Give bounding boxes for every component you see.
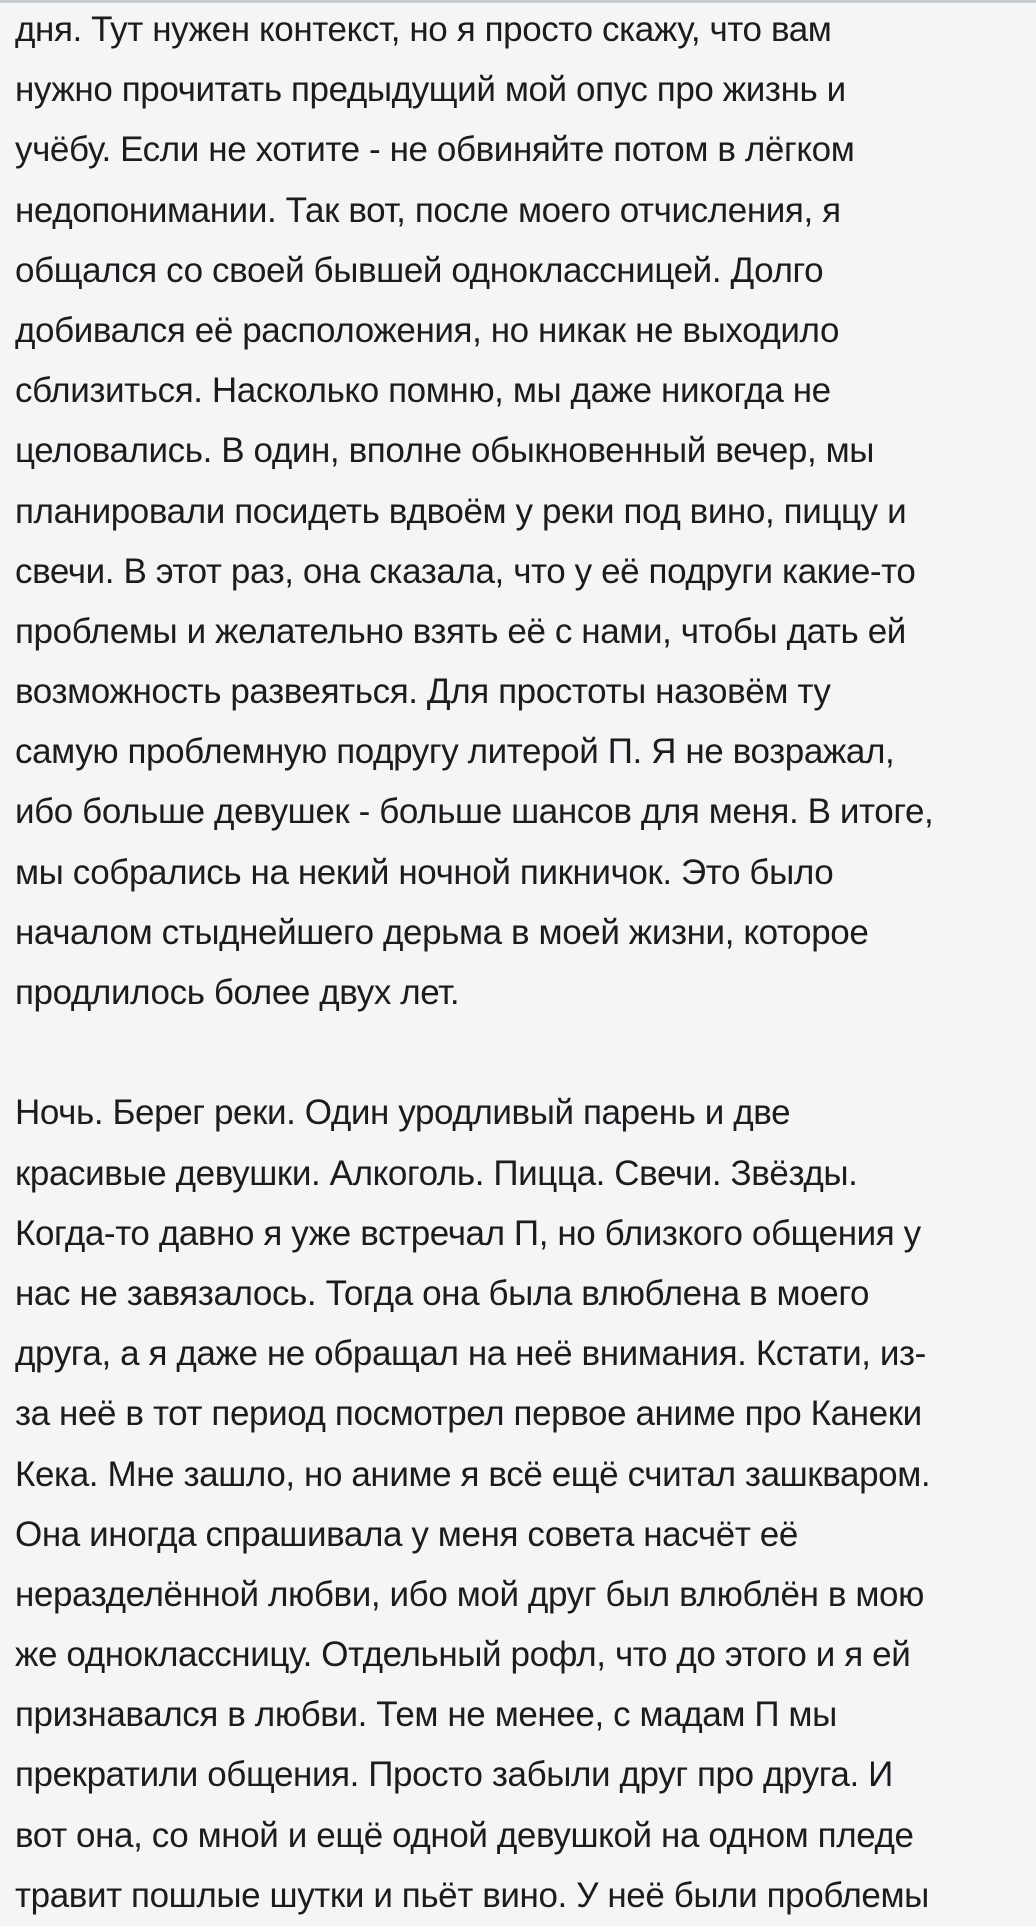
text-line: целовались. В один, вполне обыкновенный вечер, мы bbox=[15, 431, 875, 471]
text-line: учёбу. Если не хотите - не обвиняйте потом в лёгком bbox=[15, 130, 855, 170]
text-line: мы собрались на некий ночной пикничок. Это было bbox=[15, 852, 834, 892]
paragraph-spacer bbox=[15, 1023, 1021, 1083]
text-line: продлилось более двух лет. bbox=[15, 973, 460, 1012]
text-line: добивался её расположения, но никак не выходило bbox=[15, 310, 840, 350]
text-line: красивые девушки. Алкоголь. Пицца. Свечи. Звёзды. bbox=[15, 1153, 858, 1193]
text-line: травит пошлые шутки и пьёт вино. У неё были проблемы bbox=[15, 1875, 929, 1915]
text-line: Она иногда спрашивала у меня совета насчёт её bbox=[15, 1514, 798, 1554]
text-line: признавался в любви. Тем не менее, с мадам П мы bbox=[15, 1695, 837, 1735]
text-line: свечи. В этот раз, она сказала, что у её подруги какие-то bbox=[15, 551, 916, 591]
text-line: началом стыднейшего дерьма в моей жизни, которое bbox=[15, 912, 869, 952]
text-line: ибо больше девушек - больше шансов для меня. В итоге, bbox=[15, 792, 934, 832]
text-line: Кека. Мне зашло, но аниме я всё ещё считал зашкваром. bbox=[15, 1454, 931, 1494]
text-line: Когда-то давно я уже встречал П, но близкого общения у bbox=[15, 1213, 921, 1253]
text-line: дня. Тут нужен контекст, но я просто скажу, что вам bbox=[15, 10, 832, 49]
text-line: же одноклассницу. Отдельный рофл, что до этого и я ей bbox=[15, 1635, 911, 1675]
text-line: за неё в тот период посмотрел первое аниме про Канеки bbox=[15, 1394, 922, 1434]
text-line: нас не завязалось. Тогда она была влюблена в моего bbox=[15, 1273, 870, 1313]
text-line: Ночь. Берег реки. Один уродливый парень и две bbox=[15, 1093, 791, 1133]
text-line: планировали посидеть вдвоём у реки под вино, пиццу и bbox=[15, 491, 907, 531]
text-line: недопонимании. Так вот, после моего отчисления, я bbox=[15, 190, 841, 230]
text-line: возможность развеяться. Для простоты назовём ту bbox=[15, 672, 831, 712]
text-line: прекратили общения. Просто забыли друг про друга. И bbox=[15, 1755, 893, 1795]
paragraph-2 bbox=[15, 1083, 1021, 1926]
paragraph-1 bbox=[15, 0, 1021, 1023]
text-line: общался со своей бывшей одноклассницей. Долго bbox=[15, 250, 824, 290]
article-body[interactable] bbox=[15, 0, 1021, 1926]
text-line: вот она, со мной и ещё одной девушкой на одном пледе bbox=[15, 1815, 914, 1855]
text-line: самую проблемную подругу литерой П. Я не возражал, bbox=[15, 732, 895, 772]
text-line: неразделённой любви, ибо мой друг был влюблён в мою bbox=[15, 1574, 924, 1614]
text-line: сблизиться. Насколько помню, мы даже никогда не bbox=[15, 371, 831, 411]
text-line: проблемы и желательно взять её с нами, чтобы дать ей bbox=[15, 611, 906, 651]
text-line: друга, а я даже не обращал на неё внимания. Кстати, из- bbox=[15, 1334, 926, 1374]
text-line: нужно прочитать предыдущий мой опус про жизнь и bbox=[15, 70, 846, 110]
